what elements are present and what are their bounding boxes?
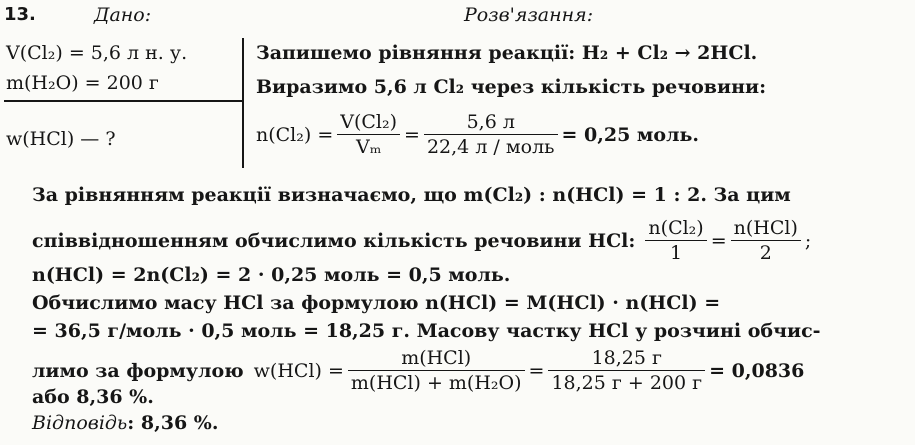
- paragraph-line-2: [32, 216, 811, 265]
- eq1-f2-num: 5,6 л: [424, 110, 558, 135]
- p6-f1-num: m(HCl): [348, 346, 525, 371]
- given-vertical-line: [242, 38, 244, 168]
- eq1-f1-num: V(Cl₂): [337, 110, 400, 135]
- p2-f2-num: n(HCl): [731, 216, 801, 241]
- reaction-equation-line: Запишемо рівняння реакції: H₂ + Cl₂ → 2HCl.: [256, 42, 758, 64]
- answer-line: [32, 412, 218, 434]
- paragraph-line-1: За рівнянням реакції визначаємо, що m(Cl₂) : n(HCl) = 1 : 2. За цим: [32, 184, 791, 206]
- eq1-lhs: n(Cl₂) =: [256, 123, 334, 146]
- paragraph-line-5: = 36,5 г/моль · 0,5 моль = 18,25 г. Масову частку HCl у розчині обчис-: [32, 320, 821, 342]
- eq1-equals: =: [404, 123, 420, 146]
- p2-text: співвідношенням обчислимо кількість речовини HCl:: [32, 229, 636, 252]
- eq1-result: = 0,25 моль.: [561, 123, 700, 146]
- find-quantity: w(HCl) — ?: [6, 128, 116, 150]
- p6-text: лимо за формулою: [32, 359, 244, 382]
- p6-fraction-1: [348, 346, 525, 395]
- answer-label: Відповідь: [32, 412, 128, 434]
- p6-equals: =: [528, 359, 545, 382]
- problem-number: 13.: [4, 4, 36, 25]
- paragraph-line-4: Обчислимо масу HCl за формулою n(HCl) = M(HCl) · n(HCl) =: [32, 292, 721, 314]
- given-heading: Дано:: [94, 4, 152, 26]
- given-divider: [4, 100, 244, 102]
- solution-heading: Розв'язання:: [464, 4, 594, 26]
- moles-chlorine-equation: [256, 110, 699, 159]
- eq1-fraction-2: [424, 110, 558, 159]
- paragraph-line-7: або 8,36 %.: [32, 386, 154, 408]
- paragraph-line-3: n(HCl) = 2n(Cl₂) = 2 · 0,25 моль = 0,5 моль.: [32, 264, 511, 286]
- p6-result: = 0,0836: [709, 359, 805, 382]
- p2-f2-den: 2: [759, 242, 772, 264]
- p2-equals: =: [710, 229, 727, 252]
- conversion-line: Виразимо 5,6 л Cl₂ через кількість речовини:: [256, 76, 767, 98]
- given-volume: V(Cl₂) = 5,6 л н. у.: [6, 42, 188, 64]
- eq1-f2-den: 22,4 л / моль: [426, 136, 555, 158]
- eq1-f1-den: Vₘ: [355, 136, 382, 158]
- answer-value: : 8,36 %.: [127, 412, 219, 434]
- p2-fraction-1: [645, 216, 706, 265]
- p2-fraction-2: [731, 216, 801, 265]
- p6-f1-den: m(HCl) + m(H₂O): [350, 372, 522, 394]
- p6-f2-num: 18,25 г: [548, 346, 705, 371]
- p2-f1-den: 1: [670, 242, 683, 264]
- p2-f1-num: n(Cl₂): [645, 216, 706, 241]
- p6-lhs: w(HCl) =: [253, 359, 344, 382]
- given-water-mass: m(H₂O) = 200 г: [6, 72, 159, 94]
- eq1-fraction-1: [337, 110, 400, 159]
- p2-end: ;: [804, 229, 812, 252]
- p6-fraction-2: [548, 346, 705, 395]
- p6-f2-den: 18,25 г + 200 г: [551, 372, 703, 394]
